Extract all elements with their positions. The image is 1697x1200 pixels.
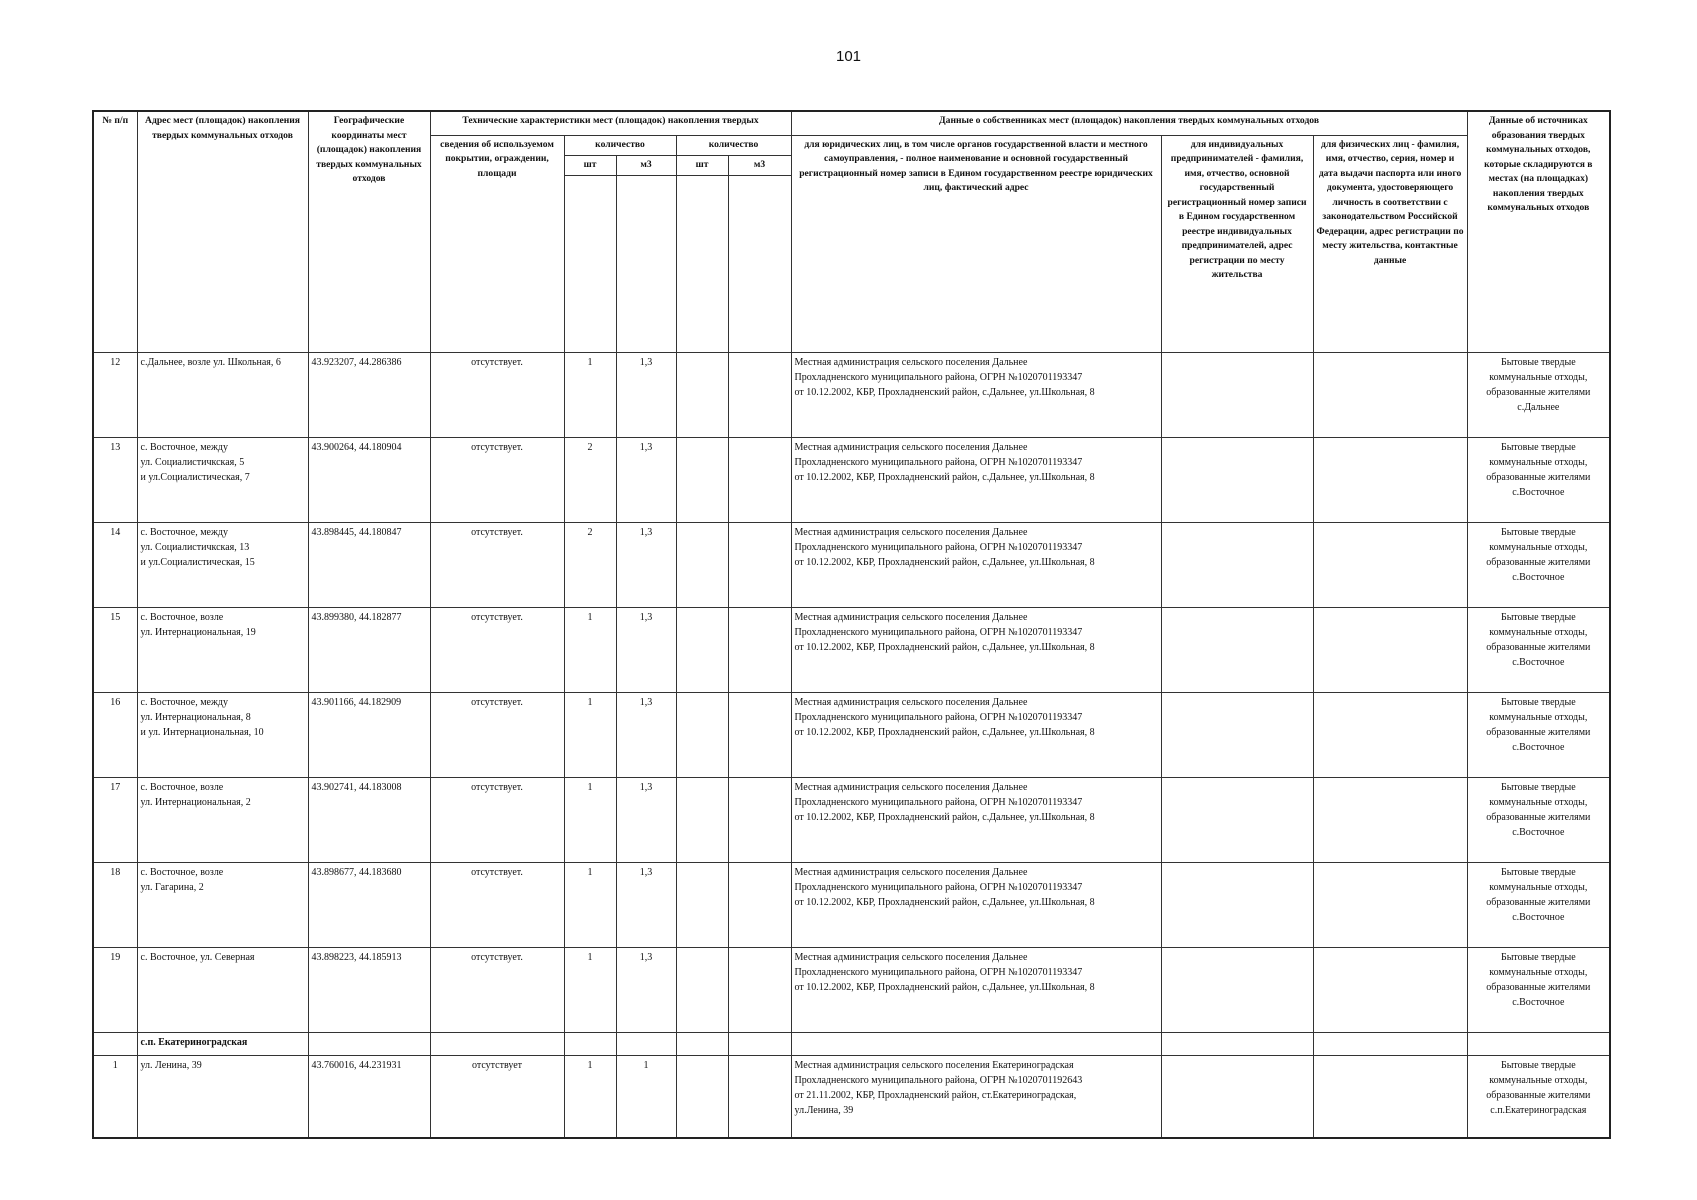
row-address (137, 1055, 308, 1138)
row-number: 14 (93, 522, 137, 607)
table-row (93, 607, 1610, 692)
row-source-line: образованные жителями (1486, 726, 1591, 738)
row-source-line: Бытовые твердые (1500, 951, 1576, 963)
row-coordinates: 43.901166, 44.182909 (308, 692, 430, 777)
row-owner-legal-line: от 10.12.2002, КБР, Прохладненский район, с.Дальнее, ул.Школьная, 8 (794, 556, 1095, 568)
section-empty-cell (791, 1032, 1161, 1055)
row-cover: отсутствует. (430, 437, 564, 522)
row-owner-legal (791, 607, 1161, 692)
waste-sites-table (92, 110, 1611, 1139)
row-address-line: и ул. Интернациональная, 10 (140, 726, 264, 738)
row-owner-legal-line: Прохладненского муниципального района, ОГРН №1020701193347 (794, 881, 1083, 893)
row-source-line: с.п.Екатериноградская (1490, 1104, 1587, 1116)
row-count-sht-2 (676, 862, 728, 947)
row-source-line: Бытовые твердые (1500, 866, 1576, 878)
row-owner-phys (1313, 352, 1467, 437)
row-owner-ip (1161, 437, 1313, 522)
row-source-line: Бытовые твердые (1500, 611, 1576, 623)
row-owner-legal-line: Местная администрация сельского поселения Екатериноградская (794, 1059, 1074, 1071)
row-volume-m3: 1,3 (616, 862, 676, 947)
row-count-sht-2 (676, 437, 728, 522)
row-count-sht: 1 (564, 777, 616, 862)
row-count-sht: 1 (564, 352, 616, 437)
section-row (93, 1032, 1610, 1055)
row-source-line: образованные жителями (1486, 811, 1591, 823)
row-address (137, 607, 308, 692)
header-ip: для индивидуальных предпринимателей - фамилия, имя, отчество, основной государственный регистрационный номер записи в Едином государственном реестре индивидуальных предпринимателей, адрес регистрации по месту жительства (1161, 135, 1313, 352)
row-owner-phys (1313, 607, 1467, 692)
row-owner-legal-line: от 10.12.2002, КБР, Прохладненский район, с.Дальнее, ул.Школьная, 8 (794, 726, 1095, 738)
row-source-line: с.Восточное (1512, 911, 1565, 923)
row-source-line: Бытовые твердые (1500, 526, 1576, 538)
row-owner-legal-line: Прохладненского муниципального района, ОГРН №1020701193347 (794, 966, 1083, 978)
row-volume-m3-2 (728, 607, 791, 692)
row-cover: отсутствует. (430, 862, 564, 947)
row-volume-m3-2 (728, 352, 791, 437)
row-owner-phys (1313, 947, 1467, 1032)
row-count-sht: 2 (564, 437, 616, 522)
table-row (93, 522, 1610, 607)
row-coordinates: 43.760016, 44.231931 (308, 1055, 430, 1138)
row-source-line: Бытовые твердые (1500, 696, 1576, 708)
row-count-sht-2 (676, 777, 728, 862)
section-empty-cell (616, 1032, 676, 1055)
row-coordinates: 43.898677, 44.183680 (308, 862, 430, 947)
header-address: Адрес мест (площадок) накопления твердых коммунальных отходов (137, 111, 308, 352)
row-owner-legal-line: от 10.12.2002, КБР, Прохладненский район, с.Дальнее, ул.Школьная, 8 (794, 811, 1095, 823)
row-source-line: с.Восточное (1512, 741, 1565, 753)
section-empty-cell (1467, 1032, 1610, 1055)
table-row (93, 1055, 1610, 1138)
row-owner-legal-line: от 10.12.2002, КБР, Прохладненский район, с.Дальнее, ул.Школьная, 8 (794, 641, 1095, 653)
header-spacer (676, 175, 728, 352)
row-cover: отсутствует. (430, 947, 564, 1032)
table-row (93, 862, 1610, 947)
row-owner-legal-line: Местная администрация сельского поселения Дальнее (794, 526, 1028, 538)
row-owner-legal (791, 862, 1161, 947)
row-cover: отсутствует (430, 1055, 564, 1138)
row-source-line: образованные жителями (1486, 1089, 1591, 1101)
row-owner-legal-line: Прохладненского муниципального района, ОГРН №1020701193347 (794, 711, 1083, 723)
row-volume-m3-2 (728, 437, 791, 522)
row-owner-legal-line: от 10.12.2002, КБР, Прохладненский район, с.Дальнее, ул.Школьная, 8 (794, 896, 1095, 908)
header-count-1-text: количество (595, 138, 645, 150)
section-empty-cell (676, 1032, 728, 1055)
page-number: 101 (835, 48, 862, 65)
row-source (1467, 1055, 1610, 1138)
row-count-sht-2 (676, 352, 728, 437)
table-row (93, 947, 1610, 1032)
row-count-sht: 1 (564, 692, 616, 777)
row-source (1467, 522, 1610, 607)
section-empty-cell (1161, 1032, 1313, 1055)
header-spacer (616, 175, 676, 352)
row-count-sht: 1 (564, 947, 616, 1032)
row-owner-legal (791, 1055, 1161, 1138)
section-empty-cell (564, 1032, 616, 1055)
header-geo: Географические координаты мест (площадок) накопления твердых коммунальных отходов (308, 111, 430, 352)
row-number: 13 (93, 437, 137, 522)
row-source (1467, 777, 1610, 862)
row-coordinates: 43.923207, 44.286386 (308, 352, 430, 437)
row-owner-phys (1313, 1055, 1467, 1138)
row-address (137, 437, 308, 522)
row-owner-legal-line: Прохладненского муниципального района, ОГРН №1020701193347 (794, 626, 1083, 638)
row-cover: отсутствует. (430, 352, 564, 437)
row-owner-phys (1313, 777, 1467, 862)
row-address-line: и ул.Социалистическая, 7 (140, 471, 250, 483)
table-row (93, 352, 1610, 437)
row-address-line: с. Восточное, возле (140, 781, 224, 793)
row-volume-m3-2 (728, 947, 791, 1032)
header-sht-1: шт (564, 155, 616, 175)
row-count-sht-2 (676, 947, 728, 1032)
row-count-sht-2 (676, 692, 728, 777)
row-owner-legal (791, 692, 1161, 777)
section-empty-cell (1313, 1032, 1467, 1055)
row-coordinates: 43.902741, 44.183008 (308, 777, 430, 862)
row-owner-legal-line: Местная администрация сельского поселения Дальнее (794, 951, 1028, 963)
header-row-1 (93, 111, 1610, 135)
row-address-line: с. Восточное, возле (140, 866, 224, 878)
row-owner-ip (1161, 862, 1313, 947)
header-count-1 (564, 135, 676, 155)
row-source-line: коммунальные отходы, (1489, 796, 1588, 808)
row-address-line: ул. Интернациональная, 19 (140, 626, 256, 638)
header-spacer (564, 175, 616, 352)
row-count-sht-2 (676, 522, 728, 607)
row-count-sht-2 (676, 1055, 728, 1138)
row-owner-ip (1161, 522, 1313, 607)
header-m3-2: м3 (728, 155, 791, 175)
row-source-line: коммунальные отходы, (1489, 881, 1588, 893)
row-coordinates: 43.899380, 44.182877 (308, 607, 430, 692)
row-address (137, 862, 308, 947)
table-row (93, 777, 1610, 862)
row-address (137, 522, 308, 607)
row-source-line: образованные жителями (1486, 386, 1591, 398)
row-address-line: с. Восточное, между (140, 696, 228, 708)
row-source-line: коммунальные отходы, (1489, 371, 1588, 383)
row-source-line: с.Восточное (1512, 571, 1565, 583)
section-empty-cell (93, 1032, 137, 1055)
row-owner-legal-line: от 10.12.2002, КБР, Прохладненский район, с.Дальнее, ул.Школьная, 8 (794, 471, 1095, 483)
row-number: 1 (93, 1055, 137, 1138)
row-source-line: образованные жителями (1486, 471, 1591, 483)
header-legal: для юридических лиц, в том числе органов государственной власти и местного самоуправления, - полное наименование и основной государственный регистрационный номер записи в Едином государственном реестре юридических лиц, фактический адрес (791, 135, 1161, 352)
row-source (1467, 692, 1610, 777)
row-cover: отсутствует. (430, 777, 564, 862)
row-count-sht: 1 (564, 862, 616, 947)
row-address-line: с. Восточное, ул. Северная (140, 951, 255, 963)
row-number: 18 (93, 862, 137, 947)
row-owner-phys (1313, 692, 1467, 777)
row-owner-phys (1313, 437, 1467, 522)
row-owner-legal-line: Местная администрация сельского поселения Дальнее (794, 781, 1028, 793)
row-address-line: ул. Социалистичкская, 5 (140, 456, 245, 468)
row-cover: отсутствует. (430, 607, 564, 692)
header-count-2 (676, 135, 791, 155)
row-source-line: с.Восточное (1512, 826, 1565, 838)
row-address-line: и ул.Социалистическая, 15 (140, 556, 255, 568)
row-source (1467, 862, 1610, 947)
row-owner-legal-line: Прохладненского муниципального района, ОГРН №1020701193347 (794, 456, 1083, 468)
row-owner-ip (1161, 692, 1313, 777)
row-address (137, 352, 308, 437)
row-address-line: ул. Интернациональная, 8 (140, 711, 251, 723)
row-address-line: ул. Гагарина, 2 (140, 881, 204, 893)
header-phys: для физических лиц - фамилия, имя, отчество, серия, номер и дата выдачи паспорта или иного документа, удостоверяющего личность в соответствии с законодательством Российской Федерации, адрес регистрации по месту жительства, контактные данные (1313, 135, 1467, 352)
row-owner-legal (791, 522, 1161, 607)
row-source-line: Бытовые твердые (1500, 441, 1576, 453)
row-number: 12 (93, 352, 137, 437)
row-owner-legal-line: Местная администрация сельского поселения Дальнее (794, 441, 1028, 453)
row-owner-legal-line: Прохладненского муниципального района, ОГРН №1020701192643 (794, 1074, 1083, 1086)
row-owner-legal-line: ул.Ленина, 39 (794, 1104, 854, 1116)
row-address-line: ул. Ленина, 39 (140, 1059, 202, 1071)
row-count-sht: 2 (564, 522, 616, 607)
row-volume-m3: 1,3 (616, 352, 676, 437)
row-coordinates: 43.898445, 44.180847 (308, 522, 430, 607)
row-source-line: образованные жителями (1486, 896, 1591, 908)
row-source-line: коммунальные отходы, (1489, 1074, 1588, 1086)
row-source (1467, 607, 1610, 692)
row-volume-m3-2 (728, 862, 791, 947)
row-volume-m3: 1,3 (616, 947, 676, 1032)
header-tech (430, 111, 791, 135)
table-row (93, 437, 1610, 522)
row-source-line: Бытовые твердые (1500, 1059, 1576, 1071)
row-source-line: с.Восточное (1512, 656, 1565, 668)
row-owner-legal (791, 437, 1161, 522)
row-owner-ip (1161, 607, 1313, 692)
row-volume-m3: 1,3 (616, 607, 676, 692)
header-tech-cover: сведения об используемом покрытии, ограждении, площади (430, 135, 564, 352)
row-owner-legal (791, 777, 1161, 862)
row-source-line: коммунальные отходы, (1489, 966, 1588, 978)
row-owner-legal-line: Местная администрация сельского поселения Дальнее (794, 356, 1028, 368)
row-number: 17 (93, 777, 137, 862)
row-source-line: коммунальные отходы, (1489, 456, 1588, 468)
row-address-line: ул. Интернациональная, 2 (140, 796, 251, 808)
header-tech-text: Технические характеристики мест (площадок) накопления твердых (462, 115, 759, 126)
row-owner-phys (1313, 522, 1467, 607)
header-spacer (728, 175, 791, 352)
row-address-line: с. Восточное, возле (140, 611, 224, 623)
row-volume-m3-2 (728, 1055, 791, 1138)
row-owner-legal-line: Местная администрация сельского поселения Дальнее (794, 611, 1028, 623)
row-owner-ip (1161, 777, 1313, 862)
row-source (1467, 947, 1610, 1032)
row-owner-phys (1313, 862, 1467, 947)
row-volume-m3-2 (728, 522, 791, 607)
row-count-sht: 1 (564, 607, 616, 692)
header-count-2-text: количество (708, 138, 759, 150)
row-count-sht-2 (676, 607, 728, 692)
section-empty-cell (728, 1032, 791, 1055)
row-source-line: образованные жителями (1486, 556, 1591, 568)
row-owner-legal-line: от 10.12.2002, КБР, Прохладненский район, с.Дальнее, ул.Школьная, 8 (794, 386, 1095, 398)
row-owner-ip (1161, 352, 1313, 437)
row-address (137, 692, 308, 777)
row-address-line: ул. Социалистичкская, 13 (140, 541, 250, 553)
row-count-sht: 1 (564, 1055, 616, 1138)
section-empty-cell (308, 1032, 430, 1055)
row-volume-m3: 1,3 (616, 692, 676, 777)
row-owner-legal (791, 352, 1161, 437)
header-owners: Данные о собственниках мест (площадок) накопления твердых коммунальных отходов (791, 111, 1467, 135)
header-sht-2: шт (676, 155, 728, 175)
row-source-line: с.Восточное (1512, 996, 1565, 1008)
row-volume-m3: 1,3 (616, 437, 676, 522)
row-source-line: Бытовые твердые (1500, 781, 1576, 793)
row-address-line: с. Восточное, между (140, 441, 228, 453)
table-body (93, 111, 1610, 1138)
row-owner-legal-line: от 10.12.2002, КБР, Прохладненский район, с.Дальнее, ул.Школьная, 8 (794, 981, 1095, 993)
row-source-line: с.Дальнее (1517, 401, 1560, 413)
row-owner-legal-line: Местная администрация сельского поселения Дальнее (794, 866, 1028, 878)
row-source (1467, 352, 1610, 437)
header-source: Данные об источниках образования твердых коммунальных отходов, которые складируются в местах (на площадках) накопления твердых коммунальных отходов (1467, 111, 1610, 352)
row-number: 16 (93, 692, 137, 777)
row-volume-m3: 1 (616, 1055, 676, 1138)
row-source-line: образованные жителями (1486, 641, 1591, 653)
row-source-line: коммунальные отходы, (1489, 626, 1588, 638)
row-owner-legal-line: Местная администрация сельского поселения Дальнее (794, 696, 1028, 708)
section-title: с.п. Екатериноградская (137, 1032, 308, 1055)
row-number: 15 (93, 607, 137, 692)
row-cover: отсутствует. (430, 692, 564, 777)
row-owner-ip (1161, 947, 1313, 1032)
row-cover: отсутствует. (430, 522, 564, 607)
header-num: № п/п (93, 111, 137, 352)
section-empty-cell (430, 1032, 564, 1055)
table-row (93, 692, 1610, 777)
row-volume-m3-2 (728, 777, 791, 862)
row-number: 19 (93, 947, 137, 1032)
row-coordinates: 43.898223, 44.185913 (308, 947, 430, 1032)
row-source-line: Бытовые твердые (1500, 356, 1576, 368)
row-source (1467, 437, 1610, 522)
row-volume-m3-2 (728, 692, 791, 777)
row-source-line: образованные жителями (1486, 981, 1591, 993)
row-owner-ip (1161, 1055, 1313, 1138)
row-owner-legal (791, 947, 1161, 1032)
row-coordinates: 43.900264, 44.180904 (308, 437, 430, 522)
row-owner-legal-line: Прохладненского муниципального района, ОГРН №1020701193347 (794, 796, 1083, 808)
row-source-line: с.Восточное (1512, 486, 1565, 498)
row-address-line: с. Восточное, между (140, 526, 228, 538)
row-source-line: коммунальные отходы, (1489, 711, 1588, 723)
row-volume-m3: 1,3 (616, 777, 676, 862)
row-owner-legal-line: от 21.11.2002, КБР, Прохладненский район, ст.Екатериноградская, (794, 1089, 1077, 1101)
row-address-line: с.Дальнее, возле ул. Школьная, 6 (140, 356, 281, 368)
row-address (137, 947, 308, 1032)
row-source-line: коммунальные отходы, (1489, 541, 1588, 553)
row-address (137, 777, 308, 862)
row-volume-m3: 1,3 (616, 522, 676, 607)
row-owner-legal-line: Прохладненского муниципального района, ОГРН №1020701193347 (794, 541, 1083, 553)
row-owner-legal-line: Прохладненского муниципального района, ОГРН №1020701193347 (794, 371, 1083, 383)
header-m3-1: м3 (616, 155, 676, 175)
